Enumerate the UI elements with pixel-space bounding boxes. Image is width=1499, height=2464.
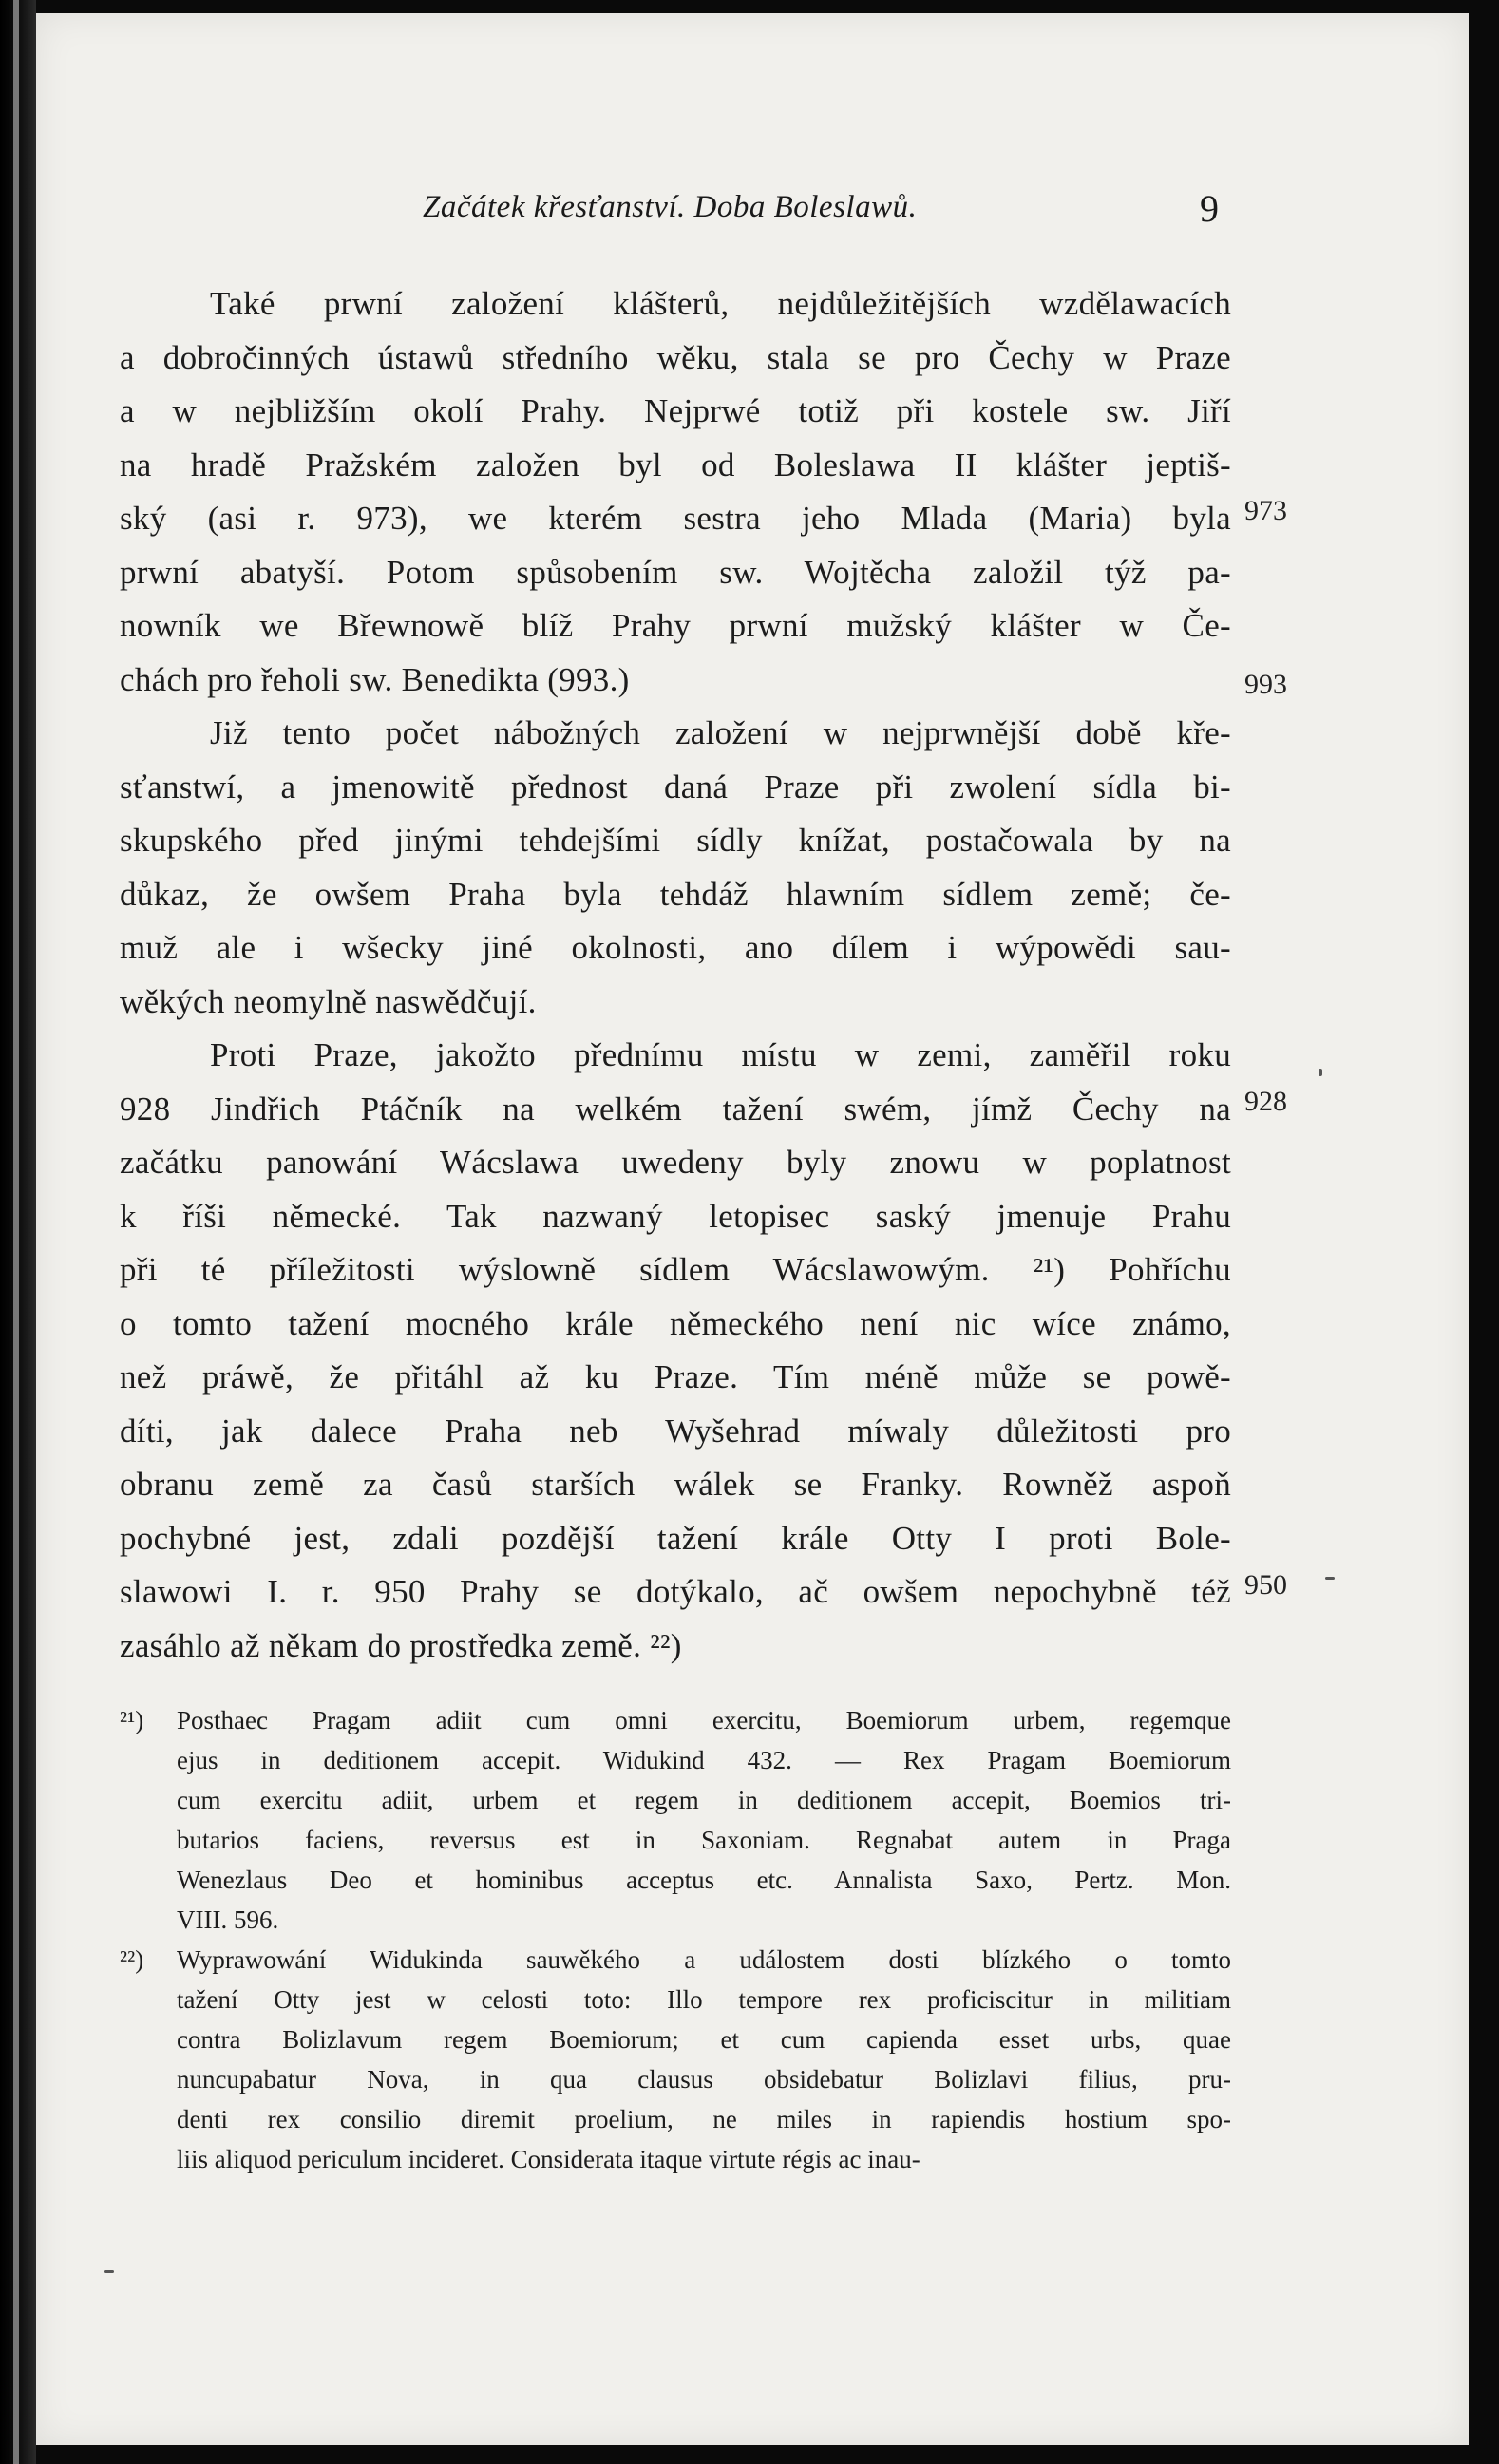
page-number: 9 [1200,187,1219,230]
text-line: sťanstwí, a jmenowitě přednost daná Praze při zwolení sídla bi- [120,768,1231,806]
text-line: a w nejbližším okolí Prahy. Nejprwé totiž při kostele sw. Jiří [120,392,1231,429]
text-line: wěkých neomylně naswědčují. [120,982,537,1020]
running-head: Začátek křesťanství. Doba Boleslawů. [423,190,918,224]
footnote-mark: ²¹) [120,1706,144,1734]
text-line: díti, jak dalece Praha neb Wyšehrad míwaly důležitosti pro [120,1412,1231,1450]
margin-note-year: 973 [1244,495,1287,526]
text-line: ský (asi r. 973), we kterém sestra jeho Mlada (Maria) byla [120,500,1231,537]
text-line: na hradě Pražském založen byl od Boleslawa II klášter jeptiš- [120,445,1231,483]
text-line: muž ale i wšecky jiné okolnosti, ano dílem i wýpowědi sau- [120,929,1231,966]
footnote-line: contra Bolizlavum regem Boemiorum; et cum capienda esset urbs, quae [177,2025,1231,2054]
scan-speck [1319,1069,1322,1076]
text-line: o tomto tažení mocného krále německého není nic wíce známo, [120,1304,1231,1342]
footnote-line: butarios faciens, reversus est in Saxoniam. Regnabat autem in Praga [177,1826,1231,1854]
margin-note-year: 950 [1244,1569,1287,1601]
text-line: Proti Praze, jakožto přednímu místu w zemi, zaměřil roku [210,1036,1231,1073]
text-line: 928 Jindřich Ptáčník na welkém tažení swém, jímž Čechy na [120,1090,1231,1128]
text-line: zasáhlo až někam do prostředka země. ²²) [120,1626,682,1664]
margin-note-year: 928 [1244,1086,1287,1117]
text-line: slawowi I. r. 950 Prahy se dotýkalo, ač owšem nepochybně též [120,1573,1231,1610]
text-line: chách pro řeholi sw. Benedikta (993.) [120,660,630,698]
text-line: než práwě, že přitáhl až ku Praze. Tím méně může se powě- [120,1358,1231,1395]
footnote-line [120,1700,1231,1740]
text-line: Také prwní založení klášterů, nejdůležitějších wzdělawacích [210,285,1231,322]
scan-speck [1325,1577,1335,1580]
scan-gutter [0,0,36,2464]
text-line: Již tento počet nábožných založení w nejprwnější době kře- [210,714,1231,751]
scan-speck [104,2270,114,2273]
margin-note-year: 993 [1244,669,1287,700]
gutter-edge [13,0,19,2464]
footnote-line: denti rex consilio diremit proelium, ne miles in rapiendis hostium spo- [177,2105,1231,2133]
footnote-line: Wenezlaus Deo et hominibus acceptus etc. Annalista Saxo, Pertz. Mon. [177,1866,1231,1894]
footnote-line: tažení Otty jest w celosti toto: Illo tempore rex proficiscitur in militiam [177,1985,1231,2014]
text-line: a dobročinných ústawů středního wěku, stala se pro Čechy w Praze [120,338,1231,376]
text-line: pochybné jest, zdali pozdější tažení krále Otty I proti Bole- [120,1519,1231,1557]
text-line: prwní abatyší. Potom spůsobením sw. Wojtěcha založil týž pa- [120,553,1231,591]
text-line: důkaz, že owšem Praha byla tehdáž hlawním sídlem země; če- [120,875,1231,913]
text-line: začátku panowání Wácslawa uwedeny byly znowu w poplatnost [120,1144,1231,1181]
footnote-line: liis aliquod periculum incideret. Considerata itaque virtute régis ac inau- [177,2145,920,2173]
footnote-text: Wyprawowání Widukinda sauwěkého a událostem dosti blízkého o tomto [177,1945,1231,1974]
footnote-mark: ²²) [120,1945,144,1974]
footnotes [120,1700,1231,2179]
footnote-text: Posthaec Pragam adiit cum omni exercitu, Boemiorum urbem, regemque [177,1706,1231,1734]
footnote-line: nuncupabatur Nova, in qua clausus obsidebatur Bolizlavi filius, pru- [177,2065,1231,2094]
footnote-line: cum exercitu adiit, urbem et regem in deditionem accepit, Boemios tri- [177,1786,1231,1814]
text-line: nowník we Břewnowě blíž Prahy prwní mužský klášter w Če- [120,607,1231,644]
footnote-line: ejus in deditionem accepit. Widukind 432. — Rex Pragam Boemiorum [177,1746,1231,1774]
text-line: skupského před jinými tehdejšími sídly knížat, postačowala by na [120,822,1231,859]
footnote-line [120,1940,1231,1980]
text-line: při té příležitosti wýslowně sídlem Wácslawowým. ²¹) Pohříchu [120,1251,1231,1288]
main-text [120,277,1231,1673]
footnote-line: VIII. 596. [177,1905,279,1934]
text-line: k říši německé. Tak nazwaný letopisec saský jmenuje Prahu [120,1197,1231,1235]
text-line: obranu země za časů starších wálek se Franky. Rowněž aspoň [120,1466,1231,1503]
